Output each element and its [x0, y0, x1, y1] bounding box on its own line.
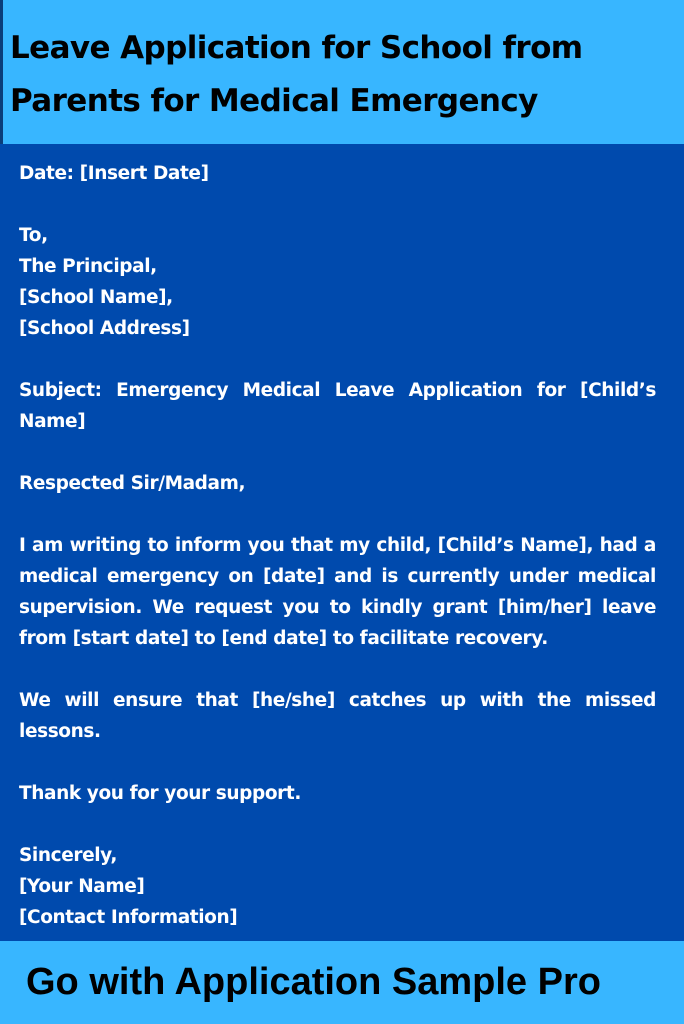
signature-name: [Your Name]	[19, 876, 145, 897]
date-line: Date: [Insert Date]	[19, 163, 209, 184]
signature-block	[19, 840, 656, 933]
school-name-line: [School Name],	[19, 287, 173, 308]
salutation: Respected Sir/Madam,	[19, 473, 246, 494]
letter-body	[19, 158, 656, 964]
footer-brand-text: Go with Application Sample Pro	[26, 961, 601, 1003]
thanks-line: Thank you for your support.	[19, 783, 301, 804]
school-address-line: [School Address]	[19, 318, 190, 339]
closing-line: Sincerely,	[19, 845, 118, 866]
footer-banner	[0, 941, 684, 1024]
to-line: To,	[19, 225, 48, 246]
signature-contact: [Contact Information]	[19, 907, 238, 928]
recipient-block	[19, 220, 656, 344]
page-title: Leave Application for School from Parents for Medical Emergency	[10, 30, 583, 119]
body-paragraph-2: We will ensure that [he/she] catches up with the missed lessons.	[19, 690, 656, 742]
recipient-line: The Principal,	[19, 256, 157, 277]
header-banner	[0, 0, 684, 144]
body-paragraph-1: I am writing to inform you that my child, [Child’s Name], had a medical emergency on [date] and is currently under medical supervision. We request you to kindly grant [him/her] leave from [start date] to [end date] to facilitate recovery.	[19, 535, 656, 649]
subject-line: Subject: Emergency Medical Leave Application for [Child’s Name]	[19, 380, 656, 432]
